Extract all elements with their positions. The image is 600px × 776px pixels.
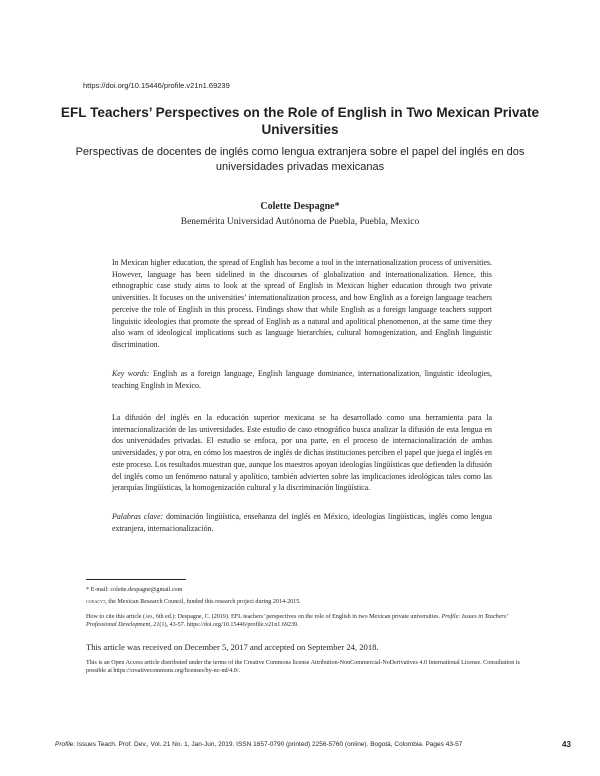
article-subtitle: Perspectivas de docentes de inglés como lengua extranjera sobre el papel del inglés en dos universidades privadas mexicanas [75,146,525,173]
author-affiliation: Benemérita Universidad Autónoma de Puebla, Puebla, Mexico [180,217,420,227]
citation-style: apa [145,614,153,620]
funding-agency: conacyt [86,599,106,605]
page-number: 43 [562,740,571,749]
footer-journal: Profile: [55,741,76,748]
citation-end: (1), 43-57. https://doi.org/10.15446/profile.v21n1.69239. [159,622,299,629]
funding-text: , the Mexican Research Council, funded this research project during 2014-2015. [105,599,301,605]
keywords-spanish [112,511,492,534]
license-note: This is an Open Access article distributed under the terms of the Creative Commons license Attribution-NonCommercial-NoDerivatives 4.0 International License. Consultation is possible at https://creativecommons.org/licenses/by-nc-nd/4.0/. [86,660,520,675]
footnote-email: * E-mail: colette.despagne@gmail.com [86,587,183,593]
footnote-funding [86,598,521,606]
citation-prefix: How to cite this article ( [86,614,146,620]
keywords-english-list: English as a foreign language, English language dominance, internationalization, linguistic ideologies, teaching English in Mexico. [112,369,493,390]
doi-link[interactable]: https://doi.org/10.15446/profile.v21n1.69239 [83,81,230,90]
citation-body: , 6th ed.): Despagne, C. (2019). EFL teachers’ perspectives on the role of English in two Mexican private universities. [152,614,442,620]
footnote-divider [86,579,186,580]
keywords-english-label: Key words: [112,369,150,378]
received-note: This article was received on December 5, 2017 and accepted on September 24, 2018. [86,642,379,652]
keywords-spanish-label: Palabras clave: [112,512,164,521]
keywords-spanish-list: dominación lingüística, enseñanza del inglés en México, ideologías lingüísticas, inglés como lengua extranjera, internacionalización. [112,512,492,533]
keywords-english [112,368,492,391]
abstract-spanish: La difusión del inglés en la educación superior mexicana se ha desarrollado como una herramienta para la internacionalización de las universidades. Este estudio de caso etnográfico busca analizar la difusión de esta lengua en dos universidades privadas. El estudio se enfoca, por una parte, en el proceso de internacionalización de ambas universidades, y por otra, en cómo los maestros de inglés de dichas instituciones perciben el papel que juega el inglés en este proceso. Los resultados muestran que, aunque los maestros apoyan ideologías lingüísticas que defienden la difusión del inglés como un fenómeno natural y apolítico, también advierten sobre las implicaciones ideológicas tales como las jerarquías lingüísticas, la homogenización cultural y la discriminación lingüística. [112,413,492,493]
abstract-english: In Mexican higher education, the spread of English has become a tool in the internationalization process of universities. However, language has been sidelined in the discourses of globalization and internationalization. Hence, this ethnographic case study aims to look at the spread of English in Mexican higher education through two private universities. It focuses on the universities’ internationalization process, and how English as a foreign language teachers perceive the role of English in this process. Findings show that while English as a foreign language teachers support linguistic ideologies that promote the spread of English as a natural and apolitical phenomenon, at the same time they also warn of ideological implications such as language hierarchies, cultural homogenization, and English linguistic discrimination. [112,258,492,349]
citation-note [86,613,521,630]
footer-details: Issues Teach. Prof. Dev., Vol. 21 No. 1, Jan-Jun, 2019. ISSN 1657-0790 (printed) 2256-5760 (online). Bogotá, Colombia. Pages 43-57 [75,741,463,748]
page-footer [55,741,545,748]
article-title: EFL Teachers’ Perspectives on the Role of English in Two Mexican Private Universities [60,105,540,137]
citation-journal: Profile: Issues in Teachers’ Professional Development, 21 [86,614,508,629]
author-name: Colette Despagne* [260,201,340,212]
